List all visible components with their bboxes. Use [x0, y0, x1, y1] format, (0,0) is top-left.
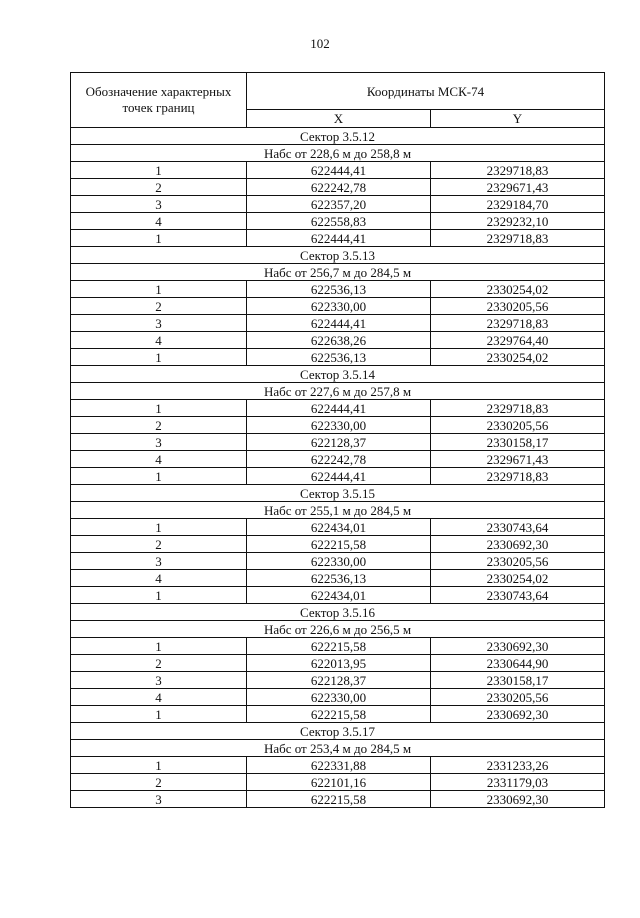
- x-cell: 622536,13: [247, 349, 431, 366]
- y-cell: 2330254,02: [431, 281, 605, 298]
- point-cell: 3: [71, 315, 247, 332]
- table-row: [71, 230, 605, 247]
- table-row: [71, 536, 605, 553]
- x-cell: 622536,13: [247, 281, 431, 298]
- x-cell: 622536,13: [247, 570, 431, 587]
- x-cell: 622330,00: [247, 689, 431, 706]
- point-cell: 3: [71, 196, 247, 213]
- table-row: [71, 298, 605, 315]
- y-cell: 2329718,83: [431, 162, 605, 179]
- y-cell: 2329671,43: [431, 179, 605, 196]
- y-cell: 2330692,30: [431, 638, 605, 655]
- y-cell: 2331233,26: [431, 757, 605, 774]
- sector-height-row: [71, 145, 605, 162]
- x-cell: 622558,83: [247, 213, 431, 230]
- table-row: [71, 791, 605, 808]
- y-cell: 2330644,90: [431, 655, 605, 672]
- y-cell: 2329671,43: [431, 451, 605, 468]
- x-cell: 622330,00: [247, 298, 431, 315]
- point-cell: 4: [71, 332, 247, 349]
- sector-title-row: [71, 366, 605, 383]
- y-cell: 2330205,56: [431, 417, 605, 434]
- table-body: [71, 128, 605, 808]
- y-cell: 2330158,17: [431, 434, 605, 451]
- point-cell: 3: [71, 553, 247, 570]
- table-row: [71, 434, 605, 451]
- point-cell: 2: [71, 179, 247, 196]
- y-column-header: Y: [431, 110, 605, 128]
- x-cell: 622638,26: [247, 332, 431, 349]
- y-cell: 2330158,17: [431, 672, 605, 689]
- sector-height-range: Набс от 227,6 м до 257,8 м: [71, 383, 605, 400]
- x-cell: 622444,41: [247, 315, 431, 332]
- table-header: [71, 73, 605, 128]
- sector-title: Сектор 3.5.14: [71, 366, 605, 383]
- sector-title-row: [71, 723, 605, 740]
- y-cell: 2330692,30: [431, 536, 605, 553]
- y-cell: 2330692,30: [431, 706, 605, 723]
- x-cell: 622215,58: [247, 638, 431, 655]
- table-row: [71, 332, 605, 349]
- x-cell: 622215,58: [247, 791, 431, 808]
- y-cell: 2329184,70: [431, 196, 605, 213]
- y-cell: 2330743,64: [431, 519, 605, 536]
- table-row: [71, 400, 605, 417]
- y-cell: 2330692,30: [431, 791, 605, 808]
- sector-title: Сектор 3.5.15: [71, 485, 605, 502]
- x-cell: 622215,58: [247, 706, 431, 723]
- y-cell: 2331179,03: [431, 774, 605, 791]
- x-cell: 622215,58: [247, 536, 431, 553]
- sector-height-row: [71, 264, 605, 281]
- table-row: [71, 162, 605, 179]
- y-cell: 2329232,10: [431, 213, 605, 230]
- sector-title-row: [71, 128, 605, 145]
- point-cell: 3: [71, 672, 247, 689]
- x-cell: 622434,01: [247, 587, 431, 604]
- point-cell: 4: [71, 570, 247, 587]
- page-number: 102: [310, 36, 330, 51]
- point-cell: 1: [71, 638, 247, 655]
- table-row: [71, 587, 605, 604]
- table-row: [71, 417, 605, 434]
- sector-title-row: [71, 485, 605, 502]
- table-row: [71, 451, 605, 468]
- sector-height-row: [71, 621, 605, 638]
- point-cell: 3: [71, 791, 247, 808]
- x-cell: 622013,95: [247, 655, 431, 672]
- point-cell: 1: [71, 519, 247, 536]
- y-cell: 2330205,56: [431, 553, 605, 570]
- sector-height-row: [71, 502, 605, 519]
- table-row: [71, 281, 605, 298]
- point-cell: 1: [71, 757, 247, 774]
- x-cell: 622331,88: [247, 757, 431, 774]
- x-cell: 622242,78: [247, 179, 431, 196]
- point-cell: 4: [71, 689, 247, 706]
- table-row: [71, 638, 605, 655]
- table-row: [71, 315, 605, 332]
- point-cell: 1: [71, 400, 247, 417]
- y-cell: 2329718,83: [431, 230, 605, 247]
- sector-title-row: [71, 604, 605, 621]
- x-cell: 622101,16: [247, 774, 431, 791]
- x-cell: 622444,41: [247, 162, 431, 179]
- x-cell: 622330,00: [247, 553, 431, 570]
- point-cell: 1: [71, 706, 247, 723]
- point-cell: 3: [71, 434, 247, 451]
- point-cell: 1: [71, 281, 247, 298]
- point-cell: 4: [71, 213, 247, 230]
- y-cell: 2329764,40: [431, 332, 605, 349]
- point-cell: 1: [71, 587, 247, 604]
- sector-height-range: Набс от 226,6 м до 256,5 м: [71, 621, 605, 638]
- x-cell: 622128,37: [247, 434, 431, 451]
- table-row: [71, 468, 605, 485]
- x-cell: 622434,01: [247, 519, 431, 536]
- x-cell: 622444,41: [247, 230, 431, 247]
- x-cell: 622444,41: [247, 400, 431, 417]
- sector-height-range: Набс от 255,1 м до 284,5 м: [71, 502, 605, 519]
- x-cell: 622444,41: [247, 468, 431, 485]
- x-cell: 622357,20: [247, 196, 431, 213]
- point-cell: 2: [71, 655, 247, 672]
- coordinates-table: [70, 72, 605, 808]
- table-row: [71, 179, 605, 196]
- x-cell: 622128,37: [247, 672, 431, 689]
- y-cell: 2329718,83: [431, 468, 605, 485]
- y-cell: 2330254,02: [431, 349, 605, 366]
- table-row: [71, 655, 605, 672]
- point-cell: 2: [71, 536, 247, 553]
- sector-title-row: [71, 247, 605, 264]
- point-cell: 1: [71, 349, 247, 366]
- x-column-header: X: [247, 110, 431, 128]
- x-cell: 622242,78: [247, 451, 431, 468]
- point-cell: 1: [71, 230, 247, 247]
- y-cell: 2330205,56: [431, 298, 605, 315]
- table-row: [71, 570, 605, 587]
- y-cell: 2329718,83: [431, 400, 605, 417]
- sector-title: Сектор 3.5.13: [71, 247, 605, 264]
- sector-height-range: Набс от 253,4 м до 284,5 м: [71, 740, 605, 757]
- sector-title: Сектор 3.5.17: [71, 723, 605, 740]
- table-row: [71, 757, 605, 774]
- table-row: [71, 672, 605, 689]
- point-cell: 1: [71, 162, 247, 179]
- y-cell: 2330205,56: [431, 689, 605, 706]
- sector-height-range: Набс от 256,7 м до 284,5 м: [71, 264, 605, 281]
- coordinates-column-header: Координаты МСК-74: [247, 73, 605, 110]
- table-row: [71, 349, 605, 366]
- table-row: [71, 553, 605, 570]
- table-row: [71, 196, 605, 213]
- x-cell: 622330,00: [247, 417, 431, 434]
- table-row: [71, 706, 605, 723]
- sector-height-range: Набс от 228,6 м до 258,8 м: [71, 145, 605, 162]
- table-row: [71, 519, 605, 536]
- point-cell: 1: [71, 468, 247, 485]
- y-cell: 2329718,83: [431, 315, 605, 332]
- sector-title: Сектор 3.5.16: [71, 604, 605, 621]
- points-column-header: Обозначение характерных точек границ: [71, 73, 247, 128]
- point-cell: 2: [71, 417, 247, 434]
- sector-title: Сектор 3.5.12: [71, 128, 605, 145]
- y-cell: 2330254,02: [431, 570, 605, 587]
- table-row: [71, 689, 605, 706]
- point-cell: 2: [71, 774, 247, 791]
- sector-height-row: [71, 740, 605, 757]
- table-row: [71, 774, 605, 791]
- sector-height-row: [71, 383, 605, 400]
- point-cell: 4: [71, 451, 247, 468]
- y-cell: 2330743,64: [431, 587, 605, 604]
- table-row: [71, 213, 605, 230]
- point-cell: 2: [71, 298, 247, 315]
